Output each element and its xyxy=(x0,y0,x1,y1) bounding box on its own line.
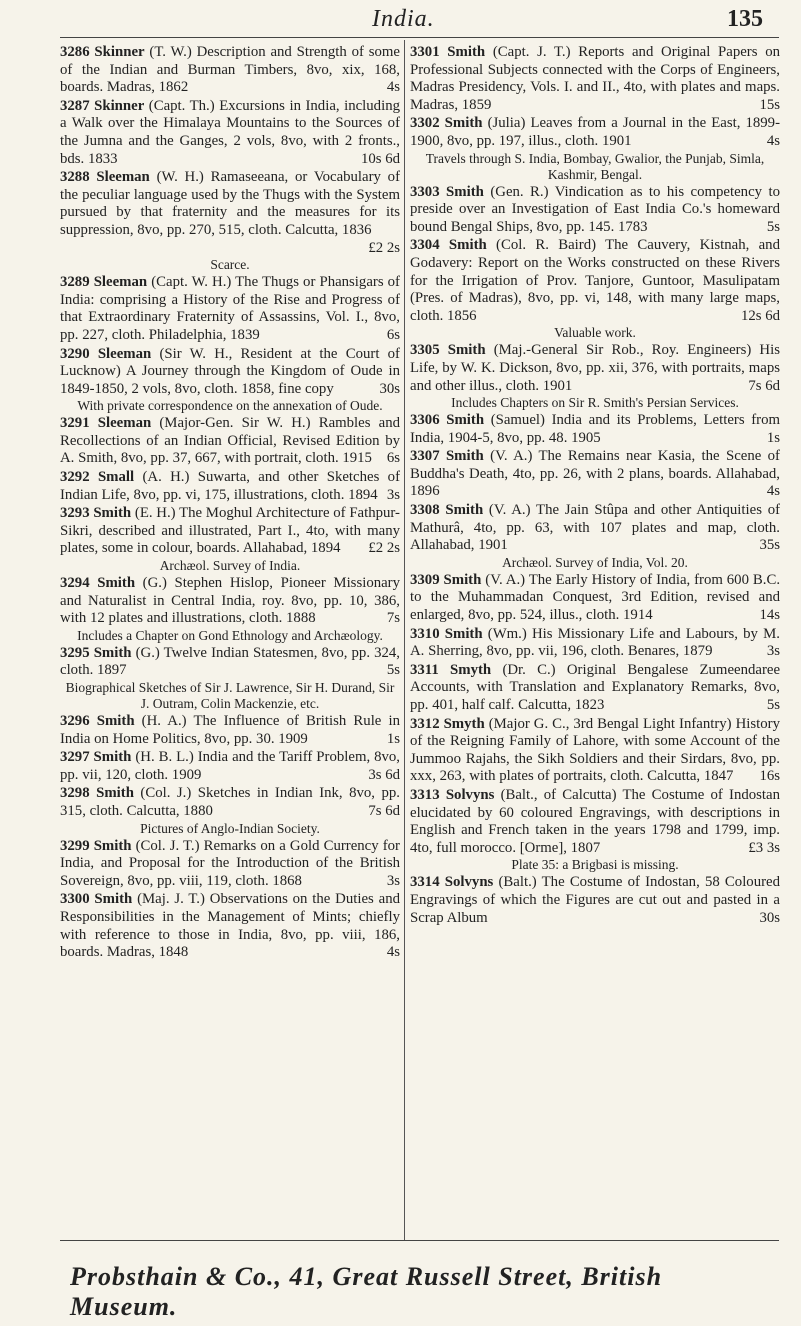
catalogue-entry xyxy=(60,346,400,415)
entry-author: Smith xyxy=(448,237,487,254)
entry-number: 3307 xyxy=(410,448,440,465)
publisher-footer: Probsthain & Co., 41, Great Russell Street, British Museum. xyxy=(70,1262,663,1321)
entry-description: (V. A.) The Early History of India, from 600 B.C. to the Muhammadan Conquest, 3rd Edition, revised and enlarged, 8vo, pp. 524, illus., cloth. 1914 xyxy=(410,571,780,624)
entry-price: £2 2s xyxy=(368,239,400,256)
entry-note: Includes Chapters on Sir R. Smith's Persian Services. xyxy=(451,395,739,411)
entry-number: 3301 xyxy=(410,44,440,60)
entry-price: 12s 6d xyxy=(740,307,780,324)
entry-description: (Wm.) His Missionary Life and Labours, by M. A. Sherring, 8vo, pp. vii, 196, cloth. Benares, 1879 xyxy=(410,625,780,660)
entry-author: Solvyns xyxy=(445,786,495,803)
entry-description: (Sir W. H., Resident at the Court of Lucknow) A Journey through the Kingdom of Oude in 1849-1850, 2 vols, 8vo, cloth. 1858, fine copy xyxy=(60,345,400,397)
catalogue-entry xyxy=(410,237,780,341)
entry-author: Smith xyxy=(445,448,484,465)
entry-price: 3s xyxy=(386,872,400,889)
entry-number: 3308 xyxy=(410,502,440,519)
entry-price: 6s xyxy=(386,450,400,467)
entry-description: (T. W.) Description and Strength of some of the Indian and Burman Timbers, 8vo, xix, 168, boards. Madras, 1862 xyxy=(60,44,400,96)
entry-price: 5s xyxy=(766,697,780,713)
catalogue-entry xyxy=(410,412,780,447)
entry-note: Valuable work. xyxy=(554,325,636,341)
entry-price: 6s xyxy=(386,326,400,343)
entry-author: Sleeman xyxy=(93,274,148,291)
column-divider xyxy=(404,40,405,1240)
entry-author: Smith xyxy=(447,342,486,359)
entry-author: Smith xyxy=(97,575,136,592)
entry-number: 3299 xyxy=(60,837,90,854)
entry-author: Solvyns xyxy=(444,874,494,891)
catalogue-entry xyxy=(60,645,400,712)
entry-description: (Major G. C., 3rd Bengal Light Infantry) History of the Reigning Family of Lahore, with some Account of the Jummoo Rajahs, the Sikh Soldiers and their Sirdars, 8vo, pp. xxx, 263, with plates of portraits, cloth. Calcutta, 1847 xyxy=(410,715,780,785)
entry-number: 3293 xyxy=(60,505,90,522)
entry-price: 3s xyxy=(766,643,780,660)
entry-author: Smith xyxy=(445,502,484,519)
entry-price: 5s xyxy=(766,218,780,235)
entry-description: (Col. J.) Sketches in Indian Ink, 8vo, pp. 315, cloth. Calcutta, 1880 xyxy=(60,785,400,819)
entry-description: (Capt. J. T.) Reports and Original Papers on Professional Subjects connected with the Corps of Engineers, Madras Presidency, Vols. I. and II., 4to, with plates and maps. Madras, 1859 xyxy=(410,44,780,113)
entry-number: 3296 xyxy=(60,713,90,729)
catalogue-entry xyxy=(410,502,780,571)
entry-author: Smith xyxy=(93,644,132,661)
catalogue-entry xyxy=(410,44,780,114)
entry-number: 3294 xyxy=(60,575,90,592)
entry-description: (G.) Stephen Hislop, Pioneer Missionary and Naturalist in Central India, roy. 8vo, pp. 10, 386, with 12 plates and illustrations, cloth. 1888 xyxy=(60,575,400,627)
catalogue-entry xyxy=(410,184,780,237)
entry-number: 3312 xyxy=(410,715,440,732)
catalogue-entry xyxy=(60,44,400,97)
entry-description: (Col. J. T.) Remarks on a Gold Currency for India, and Proposal for the Introduction of the British Sovereign, 8vo, pp. viii, 119, cloth. 1868 xyxy=(60,837,400,889)
entry-description: (Julia) Leaves from a Journal in the East, 1899-1900, 8vo, pp. 197, illus., cloth. 1901 xyxy=(410,115,780,149)
entry-price: 35s xyxy=(759,537,780,554)
entry-number: 3313 xyxy=(410,786,440,803)
entry-number: 3297 xyxy=(60,749,90,766)
left-column xyxy=(60,44,400,1234)
entry-author: Sleeman xyxy=(96,169,150,186)
catalogue-entry xyxy=(410,626,780,661)
entry-number: 3309 xyxy=(410,571,440,588)
catalogue-entry xyxy=(60,505,400,574)
catalogue-entry xyxy=(60,749,400,784)
catalogue-entry xyxy=(60,891,400,961)
entry-author: Skinner xyxy=(94,44,145,60)
entry-description: (A. H.) Suwarta, and other Sketches of Indian Life, 8vo, pp. vi, 175, illustrations, cloth. 1894 xyxy=(60,469,400,503)
page-header xyxy=(0,0,801,40)
bottom-rule xyxy=(60,1240,779,1241)
top-rule xyxy=(60,37,779,38)
entry-author: Small xyxy=(97,469,135,486)
catalogue-entry xyxy=(410,572,780,625)
entry-author: Sleeman xyxy=(97,415,152,432)
entry-number: 3302 xyxy=(410,115,440,132)
catalogue-entry xyxy=(60,469,400,504)
catalogue-entry xyxy=(60,169,400,273)
catalogue-entry xyxy=(60,415,400,468)
entry-number: 3292 xyxy=(60,469,90,486)
entry-note: Biographical Sketches of Sir J. Lawrence, Sir H. Durand, Sir J. Outram, Colin Mackenzie, etc. xyxy=(65,680,395,711)
entry-description: (Balt., of Calcutta) The Costume of Indostan elucidated by 60 coloured Engravings, with descriptions in English and French taken in the years 1798 and 1799, imp. 4to, full morocco. [Orme], 1807 xyxy=(410,786,780,856)
entry-number: 3295 xyxy=(60,644,90,661)
entry-note: Plate 35: a Brigbasi is missing. xyxy=(511,857,679,873)
entry-number: 3286 xyxy=(60,44,90,60)
entry-price: 7s 6d xyxy=(748,377,780,394)
entry-price: 14s xyxy=(759,607,780,624)
entry-description: (W. H.) Ramaseeana, or Vocabulary of the peculiar language used by the Thugs with the System pursued by that fraternity and the measures for its suppression, 8vo, pp. 270, 515, cloth. Calcutta, 1836 xyxy=(60,169,400,238)
entry-author: Smyth xyxy=(450,661,492,678)
entry-number: 3304 xyxy=(410,237,440,254)
entry-author: Smith xyxy=(93,749,132,766)
entry-price: 30s xyxy=(759,909,780,926)
entry-number: 3290 xyxy=(60,345,90,362)
entry-price: 30s xyxy=(379,380,400,397)
entry-note: Travels through S. India, Bombay, Gwalior, the Punjab, Simla, Kashmir, Bengal. xyxy=(425,150,765,182)
entry-price: 3s 6d xyxy=(368,766,400,783)
catalogue-entry xyxy=(410,874,780,927)
entry-author: Smith xyxy=(447,44,486,60)
entry-number: 3306 xyxy=(410,412,440,429)
entry-author: Smith xyxy=(446,412,485,429)
entry-note: With private correspondence on the annexation of Oude. xyxy=(77,398,383,414)
entry-note: Archæol. Survey of India. xyxy=(159,558,301,574)
entry-price: 1s xyxy=(386,730,400,747)
entry-author: Skinner xyxy=(94,97,145,114)
entry-price: 10s 6d xyxy=(360,150,400,167)
entry-description: (H. A.) The Influence of British Rule in India on Home Politics, 8vo, pp. 30. 1909 xyxy=(60,713,400,747)
entry-note: Scarce. xyxy=(210,257,250,273)
catalogue-entry xyxy=(410,115,780,182)
entry-description: (Samuel) India and its Problems, Letters from India, 1904-5, 8vo, pp. 48. 1905 xyxy=(410,412,780,446)
catalogue-entry xyxy=(410,448,780,501)
entry-description: (E. H.) The Moghul Architecture of Fathpur-Sikri, described and illustrated, Part I., 4to, with many plates, some in colour, boards. Allahabad, 1894 xyxy=(60,505,400,557)
entry-description: (V. A.) The Jain Stûpa and other Antiquities of Mathurâ, 4to, pp. 63, with 107 plates and map, cloth. Allahabad, 1901 xyxy=(410,502,780,554)
entry-description: (H. B. L.) India and the Tariff Problem, 8vo, pp. vii, 120, cloth. 1909 xyxy=(60,749,400,783)
entry-author: Smith xyxy=(96,785,134,802)
entry-author: Smith xyxy=(446,183,484,200)
catalogue-entry xyxy=(60,575,400,644)
entry-price: 5s xyxy=(386,662,400,679)
entry-author: Smith xyxy=(444,625,483,642)
entry-number: 3310 xyxy=(410,625,440,642)
catalogue-entry xyxy=(410,787,780,873)
entry-author: Sleeman xyxy=(97,345,152,362)
entry-description: (Capt. W. H.) The Thugs or Phansigars of India: comprising a History of the Rise and Progress of that Extraordinary Fraternity of Assassins, Vol. I., 8vo, pp. 227, cloth. Philadelphia, 1839 xyxy=(60,274,400,343)
entry-description: (Dr. C.) Original Bengalese Zumeendaree Accounts, with Translation and Explanatory Remarks, 8vo, pp. 401, half calf. Calcutta, 1823 xyxy=(410,661,780,713)
entry-description: (Major-Gen. Sir W. H.) Rambles and Recollections of an Indian Official, Revised Edition by A. Smith, 8vo, pp. 37, 667, with portrait, cloth. 1915 xyxy=(60,415,400,467)
catalogue-entry xyxy=(60,785,400,836)
entry-price: £2 2s xyxy=(368,540,400,557)
page-title: India. xyxy=(372,6,435,32)
entry-price: 1s xyxy=(766,429,780,446)
entry-number: 3288 xyxy=(60,169,90,186)
entry-price: 15s xyxy=(759,96,780,113)
catalogue-entry xyxy=(410,662,780,715)
entry-author: Smith xyxy=(444,115,483,132)
entry-number: 3298 xyxy=(60,785,90,802)
entry-author: Smith xyxy=(443,571,482,588)
entry-price: £3 3s xyxy=(748,839,780,856)
entry-number: 3300 xyxy=(60,891,90,908)
catalogue-entry xyxy=(60,98,400,168)
entry-number: 3303 xyxy=(410,183,440,200)
entry-number: 3305 xyxy=(410,342,440,359)
entry-note: Archæol. Survey of India, Vol. 20. xyxy=(502,554,688,570)
entry-price: 16s xyxy=(759,768,780,785)
entry-price: 4s xyxy=(386,79,400,96)
catalogue-entry xyxy=(410,716,780,786)
right-column xyxy=(410,44,780,1234)
entry-price: 7s xyxy=(386,610,400,627)
entry-number: 3311 xyxy=(410,661,439,678)
entry-description: (Maj.-General Sir Rob., Roy. Engineers) His Life, by W. K. Dickson, 8vo, pp. xii, 376, with portraits, maps and other illus., cloth. 1901 xyxy=(410,342,780,394)
entry-author: Smith xyxy=(94,891,133,908)
entry-number: 3287 xyxy=(60,97,90,114)
entry-number: 3314 xyxy=(410,874,440,891)
entry-author: Smith xyxy=(93,505,132,522)
catalogue-entry xyxy=(60,274,400,344)
entry-number: 3291 xyxy=(60,415,90,432)
catalogue-entry xyxy=(60,838,400,891)
entry-description: (Maj. J. T.) Observations on the Duties and Responsibilities in the Management of Mints; chiefly with reference to those in India, 8vo, pp. viii, 186, boards. Madras, 1848 xyxy=(60,891,400,961)
entry-description: (Balt.) The Costume of Indostan, 58 Coloured Engravings of which the Figures are cut out and pasted in a Scrap Album xyxy=(410,874,780,926)
catalogue-entry xyxy=(60,713,400,748)
entry-price: 3s xyxy=(386,486,400,503)
entry-description: (G.) Twelve Indian Statesmen, 8vo, pp. 324, cloth. 1897 xyxy=(60,644,400,679)
catalogue-entry xyxy=(410,342,780,411)
entry-price: 7s 6d xyxy=(368,802,400,819)
entry-price: 4s xyxy=(766,132,780,149)
entry-author: Smyth xyxy=(443,715,485,732)
entry-author: Smith xyxy=(96,713,135,729)
entry-description: (Capt. Th.) Excursions in India, including a Walk over the Himalaya Mountains to the Sources of the Jumna and the Ganges, 2 vols, 8vo, with 2 fronts., bds. 1833 xyxy=(60,97,400,167)
page-number: 135 xyxy=(727,6,763,32)
entry-description: (Col. R. Baird) The Cauvery, Kistnah, and Godavery: Report on the Works constructed on these Rivers for the Irrigation of Prov. Tanjore, Guntoor, Masulipatam (Pres. of Madras), 8vo, pp. vi, 148, with many large maps, cloth. 1856 xyxy=(410,237,780,324)
entry-description: (V. A.) The Remains near Kasia, the Scene of Buddha's Death, 4to, pp. 26, with 2 plans, boards. Allahabad, 1896 xyxy=(410,448,780,500)
entry-number: 3289 xyxy=(60,274,90,291)
entry-description: (Gen. R.) Vindication as to his competency to preside over an Investigation of East India Co.'s homeward bound Bengal Ships, 8vo, pp. 145. 1783 xyxy=(410,183,780,235)
entry-note: Includes a Chapter on Gond Ethnology and Archæology. xyxy=(77,627,383,643)
entry-price: 4s xyxy=(386,944,400,961)
entry-note: Pictures of Anglo-Indian Society. xyxy=(140,820,320,836)
entry-price: 4s xyxy=(766,483,780,500)
entry-author: Smith xyxy=(93,837,132,854)
